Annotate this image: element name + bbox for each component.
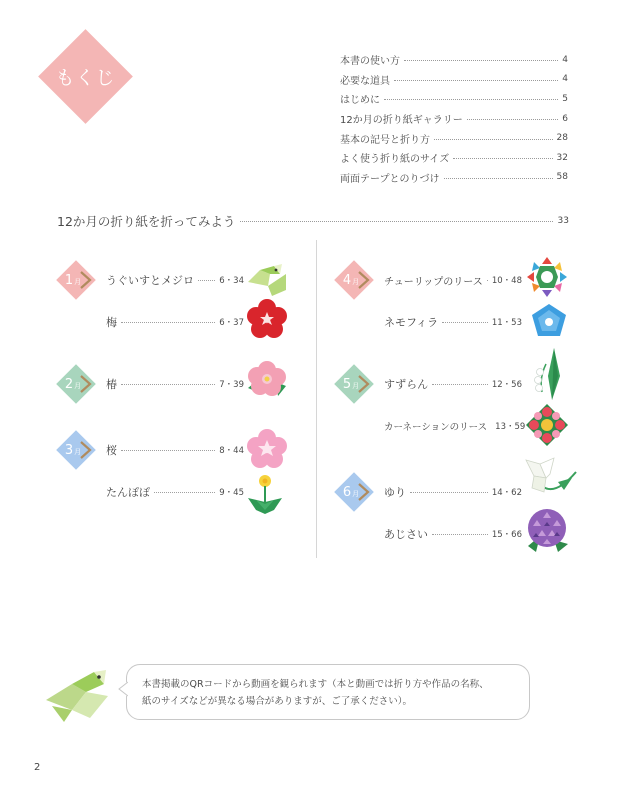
toc-entry[interactable] <box>106 376 244 392</box>
dandelion-icon <box>244 474 286 516</box>
toc-row[interactable] <box>340 89 568 109</box>
entry-pages: 15・66 <box>491 530 522 540</box>
toc-page: 28 <box>556 133 568 144</box>
month-number: 2 月 <box>64 376 82 392</box>
entry-pages: 13・59 <box>495 422 526 432</box>
entry-pages: 12・56 <box>491 380 522 390</box>
entry-pages: 6・34 <box>219 276 244 286</box>
carnation-wreath-icon <box>526 404 568 446</box>
note-line: 本書掲載のQRコードから動画を観られます（本と動画では折り方や作品の名称、 <box>142 679 489 690</box>
toc-title: 本書の使い方 <box>340 56 400 68</box>
toc-entry[interactable] <box>106 314 244 330</box>
month-number: 1 月 <box>64 272 82 288</box>
month-badge-2 <box>56 364 96 404</box>
toc-row[interactable] <box>340 50 568 70</box>
toc-entry[interactable] <box>384 484 522 500</box>
top-toc <box>340 50 568 187</box>
entry-title: たんぽぽ <box>106 486 150 499</box>
entry-pages: 10・48 <box>491 276 522 286</box>
toc-row[interactable] <box>340 148 568 168</box>
entry-title: すずらん <box>384 378 429 391</box>
toc-entry[interactable] <box>384 272 522 288</box>
toc-row[interactable] <box>340 109 568 129</box>
toc-entry[interactable] <box>384 418 526 434</box>
page-title: もくじ <box>55 67 116 89</box>
month-badge-5 <box>334 364 374 404</box>
toc-title: よく使う折り紙のサイズ <box>340 154 450 166</box>
entry-title: 椿 <box>106 378 117 391</box>
toc-entry[interactable] <box>106 442 244 458</box>
leader-dots <box>432 384 488 385</box>
bubble-tail <box>118 681 128 697</box>
hydrangea-icon <box>524 506 570 554</box>
toc-title: 必要な道具 <box>340 75 390 87</box>
bird-icon <box>246 260 288 302</box>
column-divider <box>316 240 317 558</box>
leader-dots <box>442 322 488 323</box>
entry-title: ネモフィラ <box>384 316 439 329</box>
toc-page: 4 <box>562 54 568 65</box>
leader-dots <box>240 221 552 222</box>
leader-dots <box>394 80 558 81</box>
lily-of-the-valley-icon <box>528 346 570 402</box>
entry-title: ゆり <box>384 486 406 499</box>
month-number: 5 月 <box>342 376 360 392</box>
entry-title: 桜 <box>106 444 117 457</box>
entry-title: あじさい <box>384 528 428 541</box>
toc-row[interactable] <box>340 168 568 188</box>
title-diamond <box>38 29 133 124</box>
entry-title: 梅 <box>106 316 117 329</box>
toc-page: 58 <box>556 172 568 183</box>
toc-row[interactable] <box>340 70 568 90</box>
camellia-icon <box>246 358 288 400</box>
toc-title: はじめに <box>340 95 380 107</box>
leader-dots <box>432 534 488 535</box>
main-section-row[interactable] <box>57 212 569 230</box>
nemophila-icon <box>528 302 570 344</box>
tulip-wreath-icon <box>526 256 568 298</box>
month-badge-4 <box>334 260 374 300</box>
leader-dots <box>410 492 488 493</box>
plum-flower-icon <box>246 298 288 340</box>
bird-illustration-icon <box>42 666 122 726</box>
entry-pages: 8・44 <box>219 446 244 456</box>
toc-title: 基本の記号と折り方 <box>340 134 430 146</box>
leader-dots <box>121 384 215 385</box>
toc-page: 4 <box>562 74 568 85</box>
toc-page: 32 <box>556 152 568 163</box>
toc-row[interactable] <box>340 128 568 148</box>
month-badge-6 <box>334 472 374 512</box>
leader-dots <box>467 119 559 120</box>
leader-dots <box>384 99 558 100</box>
toc-entry[interactable] <box>106 484 244 500</box>
main-section-title: 12か月の折り紙を折ってみよう <box>57 214 236 229</box>
month-number: 3 月 <box>64 442 82 458</box>
entry-pages: 14・62 <box>491 488 522 498</box>
toc-entry[interactable] <box>384 376 522 392</box>
entry-pages: 7・39 <box>219 380 244 390</box>
toc-page: 6 <box>562 113 568 124</box>
note-line: 紙のサイズなどが異なる場合がありますが、ご了承ください）。 <box>142 696 412 707</box>
leader-dots <box>154 492 215 493</box>
leader-dots <box>444 178 553 179</box>
entry-title: うぐいすとメジロ <box>106 274 194 287</box>
note-text <box>142 676 522 710</box>
entry-title: カーネーションのリース <box>384 422 488 433</box>
month-number: 4 月 <box>342 272 360 288</box>
toc-title: 両面テープとのりづけ <box>340 173 440 185</box>
leader-dots <box>121 322 215 323</box>
toc-entry[interactable] <box>106 272 244 288</box>
lily-icon <box>524 456 578 504</box>
main-section-page: 33 <box>557 216 569 226</box>
entry-pages: 11・53 <box>491 318 522 328</box>
leader-dots <box>404 60 558 61</box>
page-number: 2 <box>34 762 41 773</box>
toc-page: 5 <box>562 93 568 104</box>
leader-dots <box>198 280 215 281</box>
leader-dots <box>121 450 215 451</box>
entry-title: チューリップのリース <box>384 276 483 288</box>
month-badge-3 <box>56 430 96 470</box>
leader-dots <box>434 139 553 140</box>
leader-dots <box>453 158 552 159</box>
leader-dots <box>487 280 488 281</box>
month-number: 6 月 <box>342 484 360 500</box>
entry-pages: 9・45 <box>219 488 244 498</box>
month-badge-1 <box>56 260 96 300</box>
toc-title: 12か月の折り紙ギャラリー <box>340 115 463 127</box>
toc-entry[interactable] <box>384 526 522 542</box>
toc-entry[interactable] <box>384 314 522 330</box>
entry-pages: 6・37 <box>219 318 244 328</box>
sakura-icon <box>246 428 288 470</box>
